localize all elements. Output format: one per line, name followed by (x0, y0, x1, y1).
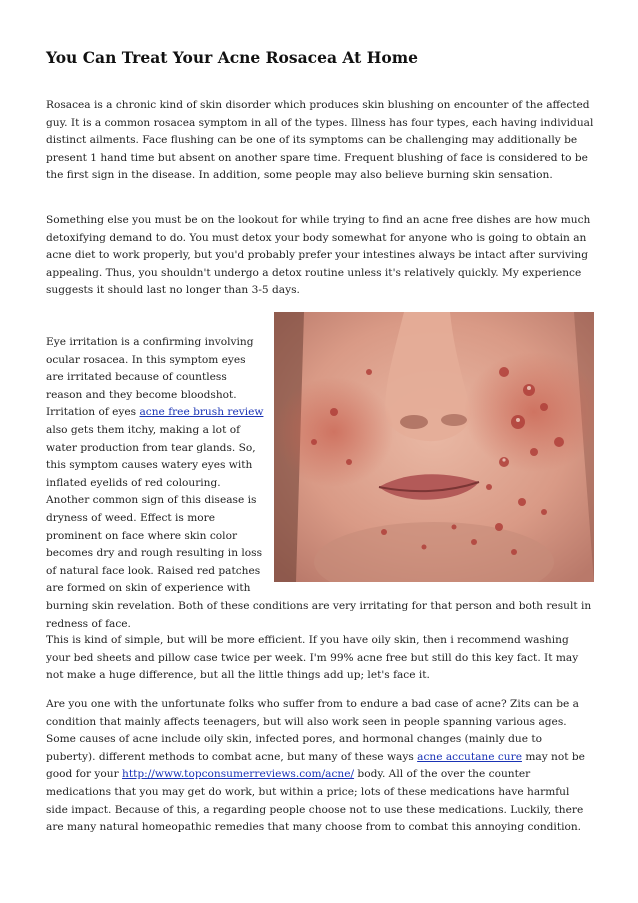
paragraph-eye-irritation (46, 334, 594, 633)
remedies-text-3: body. All of the over the counter medications that you may get do work, but within a price; lots of these medications have harmful side impact. Because of this, a regarding people choose not to use these medications. Luckily, there are many natural homeopathic remedies that many choose from to combat this annoying condition. (46, 768, 584, 834)
paragraph-detox: Something else you must be on the lookout for while trying to find an acne free dishes are how much detoxifying demand to do. You must detox your body somewhat for anyone who is going to obtain an acne diet to work properly, but you'd probably prefer your intestines always be intact after surviving appealing. Thus, you shouldn't undergo a detox routine unless it's relatively quickly. My experience suggests it should last no longer than 3-5 days. (46, 214, 591, 297)
acne-free-brush-review-link[interactable]: acne free brush review (139, 406, 264, 419)
eye-irritation-text-start: Eye irritation is a confirming involving ocular rosacea. In this symptom eyes are irritated because of countless reason and they become bloodshot. Irritation of eyes (46, 336, 254, 419)
eye-irritation-text-end: also gets them itchy, making a lot of water production from tear glands. So, this symptom causes watery eyes with inflated eyelids of red colouring. Another common sign of this disease is dryness of weed. Effect is more prominent on face where skin color becomes dry and rough resulting in loss of natural face look. Raised red patches are formed on skin of experience with burning skin revelation. Both of these conditions are very irritating for that person and both result in redness of face. (46, 423, 592, 630)
acne-accutane-cure-link[interactable]: acne accutane cure (417, 750, 522, 763)
remedies-text-2: may not be good for your (46, 750, 585, 781)
acne-face-photo (274, 312, 594, 582)
topconsumerreviews-link[interactable]: http://www.topconsumerreviews.com/acne/ (122, 768, 355, 781)
paragraph-rosacea-intro: Rosacea is a chronic kind of skin disorder which produces skin blushing on encounter of the affected guy. It is a common rosacea symptom in all of the types. Illness has four types, each having individual distinct ailments. Face flushing can be one of its symptoms can be challenging may additionally be present 1 hand time but absent on another spare time. Frequent blushing of face is considered to be the first sign in the disease. In addition, some people may also believe burning skin sensation. (46, 99, 594, 182)
paragraph-acne-remedies (46, 696, 594, 837)
remedies-text-1: Are you one with the unfortunate folks who suffer from to endure a bad case of acne? Zits can be a condition that mainly affects teenagers, but will also work seen in people spanning various ages. Some causes of acne include oily skin, infected pores, and hormonal changes (mainly due to puberty). different methods to combat acne, but many of these ways (46, 698, 579, 763)
acne-face-illustration (274, 312, 594, 582)
paragraph-bed-sheets: This is kind of simple, but will be more efficient. If you have oily skin, then i recommend washing your bed sheets and pillow case twice per week. I'm 99% acne free but still do this key fact. It may not make a huge difference, but all the little things add up; let's face it. (46, 634, 579, 682)
page-title: You Can Treat Your Acne Rosacea At Home (46, 48, 418, 67)
